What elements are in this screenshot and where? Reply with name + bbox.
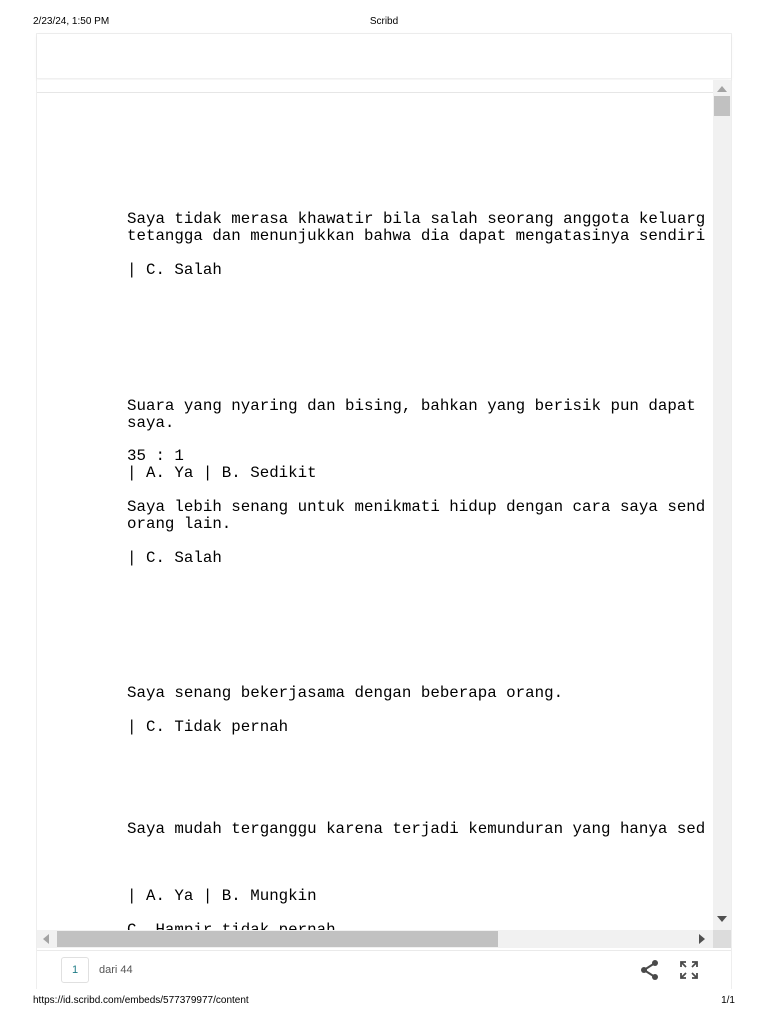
scribd-embed-frame xyxy=(36,33,732,989)
text-line: | A. Ya | B. Sedikit xyxy=(127,464,317,482)
scroll-left-arrow-icon[interactable] xyxy=(43,934,49,944)
text-line: tetangga dan menunjukkan bahwa dia dapat mengatasinya sendiri xyxy=(127,227,706,245)
print-header xyxy=(0,16,768,30)
text-line: Suara yang nyaring dan bising, bahkan yang berisik pun dapat xyxy=(127,397,696,415)
text-line: Saya lebih senang untuk menikmati hidup dengan cara saya send xyxy=(127,498,706,516)
scroll-right-arrow-icon[interactable] xyxy=(699,934,705,944)
page-total-label: dari 44 xyxy=(99,964,133,976)
text-line: Saya tidak merasa khawatir bila salah seorang anggota keluarg xyxy=(127,210,706,228)
vertical-scroll-thumb[interactable] xyxy=(714,96,730,116)
print-url: https://id.scribd.com/embeds/577379977/content xyxy=(33,995,249,1006)
text-line: 35 : 1 xyxy=(127,447,184,465)
text-line: orang lain. xyxy=(127,515,232,533)
print-footer xyxy=(0,995,768,1009)
embed-top-bar xyxy=(37,34,731,79)
print-page-number: 1/1 xyxy=(721,995,735,1006)
text-line: saya. xyxy=(127,414,175,432)
document-page xyxy=(37,80,713,930)
vertical-scrollbar[interactable] xyxy=(713,80,731,930)
page-top-edge xyxy=(37,92,713,93)
embed-toolbar xyxy=(37,950,731,989)
page-number-input[interactable]: 1 xyxy=(61,957,89,983)
horizontal-scroll-thumb[interactable] xyxy=(57,931,498,947)
text-line: Saya senang bekerjasama dengan beberapa orang. xyxy=(127,684,564,702)
scroll-up-arrow-icon[interactable] xyxy=(717,86,727,92)
text-line: | A. Ya | B. Mungkin xyxy=(127,887,317,905)
horizontal-scrollbar[interactable] xyxy=(37,930,713,948)
scrollbar-corner xyxy=(713,930,731,948)
share-icon[interactable] xyxy=(639,959,661,981)
text-line: | C. Salah xyxy=(127,549,222,567)
text-line: | C. Tidak pernah xyxy=(127,718,289,736)
text-line: | C. Salah xyxy=(127,261,222,279)
document-viewport xyxy=(37,80,731,950)
fullscreen-icon[interactable] xyxy=(679,960,699,980)
print-title: Scribd xyxy=(369,16,399,27)
print-date: 2/23/24, 1:50 PM xyxy=(33,16,110,27)
text-line: Saya mudah terganggu karena terjadi kemunduran yang hanya sed xyxy=(127,820,706,838)
scroll-down-arrow-icon[interactable] xyxy=(717,916,727,922)
